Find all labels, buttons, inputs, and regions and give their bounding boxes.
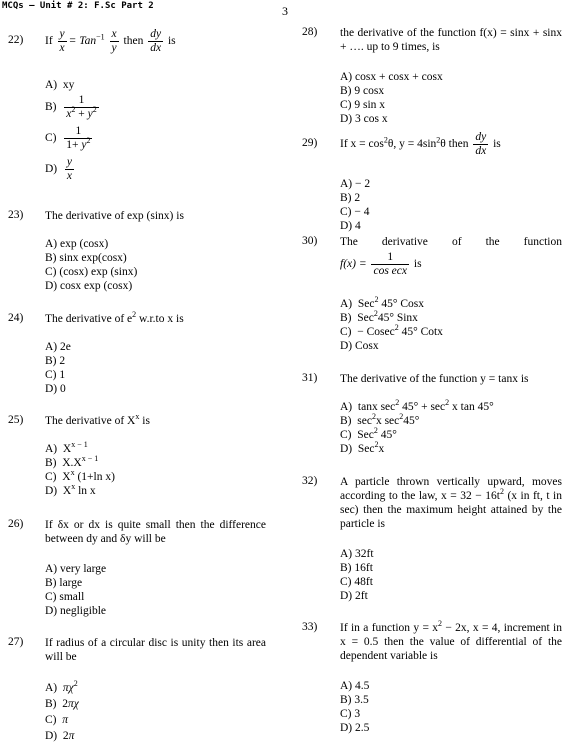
option-b: B) large — [45, 577, 83, 589]
option-d: D) cosx exp (cosx) — [45, 280, 133, 292]
option-d: D) $\frac{y}{x}$ — [45, 156, 72, 182]
option-a: A) 32ft — [340, 548, 374, 560]
option-d: D) negligible — [45, 605, 106, 617]
question-text: The derivative of exp (sinx) is — [45, 210, 184, 222]
option-a: A) Sec$^2$ 45° Cosx — [340, 295, 424, 310]
question-number: 22) — [8, 34, 24, 46]
option-a: A) cosx + cosx + cosx — [340, 71, 443, 83]
option-a: A) very large — [45, 563, 107, 575]
option-b: B) sinx exp(cosx) — [45, 252, 127, 264]
option-c: C) Sec$^2$ 45° — [340, 426, 397, 441]
option-b: B) $\sec^2x$ $\sec^245^\circ$ — [340, 412, 420, 427]
options — [45, 78, 101, 183]
option-c: C) 1 — [45, 369, 66, 381]
option-c: C) small — [45, 591, 85, 603]
question-text: If δx or dx is quite small then the difference between dy and δy will be — [45, 519, 266, 545]
option-b: B) $\frac{1}{x^2 + y^2}$ — [45, 94, 97, 120]
option-c: C) $\frac{1}{1+ y^2}$ — [45, 125, 91, 151]
question-text: If in a function $y = x^2 - 2x$, x = 4, increment in x = 0.5 then the value of differential of the dependent variable is — [340, 619, 562, 662]
option-b: B) $X.X^{x - 1}$ — [45, 454, 99, 469]
option-a: A) $X^{x - 1}$ — [45, 440, 88, 455]
option-d: D) 2π — [45, 730, 75, 742]
option-d: D) Cosx — [340, 340, 379, 352]
question-text: If $\frac{y}{x}$ = Tan$^{-1}$ $\frac{x}{y}$ then $\frac{dy}{dx}$ is — [45, 28, 176, 54]
option-b: B) Sec$^2$45° Sinx — [340, 309, 418, 324]
option-c: C) − Cosec$^2$ 45° Cotx — [340, 323, 443, 338]
option-d: D) Sec$^2$x — [340, 440, 385, 455]
option-d: D) 2ft — [340, 590, 368, 602]
option-a: A) $\pi\chi^2$ — [45, 679, 78, 694]
question-text: If $x = \cos^2\theta$, $y = 4\sin^2\theta$ then $\frac{dy}{dx}$ is — [340, 131, 501, 157]
question-text: The derivative of $e^2$ w.r.to x is — [45, 310, 184, 325]
question-22 — [8, 28, 278, 194]
option-a: A) 2e — [45, 341, 71, 353]
option-c: C) $X^x$ (1+ln x) — [45, 468, 115, 483]
question-text: If radius of a circular disc is unity then its area will be — [45, 637, 266, 663]
option-b: B) 2 — [340, 192, 361, 204]
question-text: The derivative of the function f(x) = $\frac{1}{\text{cos ecx}}$ is — [340, 236, 562, 277]
option-b: B) 2 — [45, 355, 66, 367]
question-text: The derivative of $X^x$ is — [45, 412, 150, 427]
option-d: D) 2.5 — [340, 722, 370, 734]
option-c: C) 9 sin x — [340, 99, 386, 111]
option-c: C) 48ft — [340, 576, 373, 588]
option-a: A) tanx $\sec^2 45^\circ + \sec^2 x$ tan 45° — [340, 398, 494, 413]
question-text: the derivative of the function f(x) = sinx + sinx + …. up to 9 times, is — [340, 27, 562, 53]
option-d: D) 0 — [45, 383, 66, 395]
option-b: B) 2πχ — [45, 698, 79, 710]
option-c: C) 3 — [340, 708, 361, 720]
option-b: B) 3.5 — [340, 694, 369, 706]
option-a: A) exp (cosx) — [45, 238, 109, 250]
option-b: B) 16ft — [340, 562, 373, 574]
option-b: B) 9 cosx — [340, 85, 385, 97]
option-c: C) π — [45, 714, 69, 726]
option-d: D) 3 cos x — [340, 113, 388, 125]
page-number: 3 — [282, 4, 288, 18]
question-text: The derivative of the function y = tanx is — [340, 373, 529, 385]
option-a: A) xy — [45, 79, 75, 91]
option-a: A) − 2 — [340, 178, 371, 190]
option-c: C) (cosx) exp (sinx) — [45, 266, 138, 278]
option-c: C) − 4 — [340, 206, 370, 218]
option-d: D) $X^x$ ln x — [45, 482, 96, 497]
question-text: A particle thrown vertically upward, moves according to the law, $x = 32 - 16t^2$ (x in ft, t in sec) then the maximum height attained by the particle is — [340, 476, 562, 530]
option-a: A) 4.5 — [340, 680, 370, 692]
option-d: D) 4 — [340, 220, 361, 232]
document-header: MCQs – Unit # 2: F.Sc Part 2 — [2, 1, 154, 11]
